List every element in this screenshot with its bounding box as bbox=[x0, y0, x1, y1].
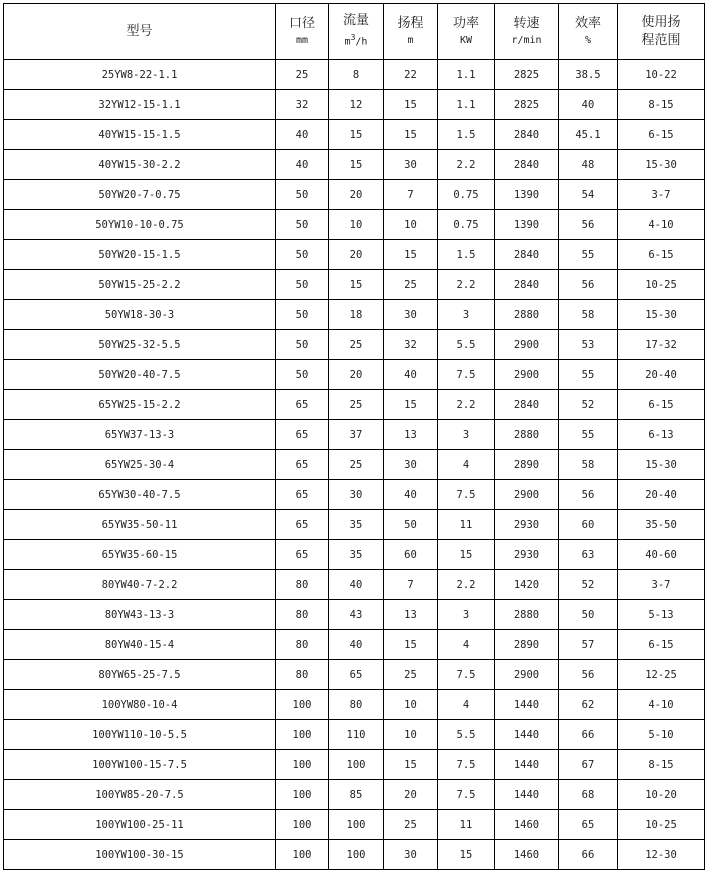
cell-head: 13 bbox=[384, 600, 438, 630]
table-row bbox=[4, 780, 705, 810]
header-range-line1: 使用扬 bbox=[641, 14, 681, 30]
cell-caliber: 100 bbox=[276, 780, 329, 810]
cell-model: 50YW25-32-5.5 bbox=[4, 330, 276, 360]
cell-flow: 30 bbox=[329, 480, 384, 510]
cell-range: 15-30 bbox=[618, 450, 705, 480]
header-speed-unit: r/min bbox=[511, 34, 542, 46]
cell-model: 50YW10-10-0.75 bbox=[4, 210, 276, 240]
cell-range: 4-10 bbox=[618, 690, 705, 720]
cell-speed: 2900 bbox=[495, 660, 559, 690]
cell-speed: 2900 bbox=[495, 360, 559, 390]
cell-speed: 2890 bbox=[495, 450, 559, 480]
table-row bbox=[4, 600, 705, 630]
header-flow-label: 流量 bbox=[342, 13, 369, 29]
cell-speed: 1420 bbox=[495, 570, 559, 600]
cell-power: 5.5 bbox=[438, 330, 495, 360]
header-model bbox=[4, 4, 276, 60]
cell-model: 100YW100-30-15 bbox=[4, 840, 276, 870]
cell-speed: 2880 bbox=[495, 600, 559, 630]
cell-model: 80YW40-15-4 bbox=[4, 630, 276, 660]
cell-model: 50YW20-40-7.5 bbox=[4, 360, 276, 390]
cell-model: 100YW85-20-7.5 bbox=[4, 780, 276, 810]
cell-power: 1.5 bbox=[438, 240, 495, 270]
cell-power: 2.2 bbox=[438, 390, 495, 420]
cell-flow: 20 bbox=[329, 180, 384, 210]
cell-power: 7.5 bbox=[438, 480, 495, 510]
cell-range: 6-15 bbox=[618, 120, 705, 150]
cell-range: 40-60 bbox=[618, 540, 705, 570]
cell-speed: 2840 bbox=[495, 390, 559, 420]
cell-head: 15 bbox=[384, 90, 438, 120]
cell-speed: 2840 bbox=[495, 150, 559, 180]
table-body bbox=[4, 60, 705, 870]
table-row bbox=[4, 300, 705, 330]
cell-range: 10-22 bbox=[618, 60, 705, 90]
header-efficiency-unit: % bbox=[584, 34, 592, 46]
cell-efficiency: 58 bbox=[559, 450, 618, 480]
cell-caliber: 100 bbox=[276, 810, 329, 840]
cell-caliber: 50 bbox=[276, 240, 329, 270]
cell-flow: 100 bbox=[329, 840, 384, 870]
cell-power: 7.5 bbox=[438, 780, 495, 810]
cell-speed: 1460 bbox=[495, 840, 559, 870]
cell-flow: 25 bbox=[329, 390, 384, 420]
cell-efficiency: 52 bbox=[559, 570, 618, 600]
cell-power: 4 bbox=[438, 630, 495, 660]
header-head bbox=[384, 4, 438, 60]
cell-range: 12-25 bbox=[618, 660, 705, 690]
table-row bbox=[4, 720, 705, 750]
table-row bbox=[4, 360, 705, 390]
cell-flow: 85 bbox=[329, 780, 384, 810]
cell-model: 50YW18-30-3 bbox=[4, 300, 276, 330]
cell-efficiency: 55 bbox=[559, 240, 618, 270]
table-row bbox=[4, 690, 705, 720]
header-caliber bbox=[276, 4, 329, 60]
cell-efficiency: 68 bbox=[559, 780, 618, 810]
header-flow bbox=[329, 4, 384, 60]
cell-efficiency: 55 bbox=[559, 420, 618, 450]
cell-efficiency: 66 bbox=[559, 840, 618, 870]
cell-flow: 10 bbox=[329, 210, 384, 240]
cell-model: 80YW40-7-2.2 bbox=[4, 570, 276, 600]
cell-head: 30 bbox=[384, 150, 438, 180]
cell-head: 30 bbox=[384, 840, 438, 870]
table-row bbox=[4, 180, 705, 210]
cell-head: 15 bbox=[384, 750, 438, 780]
table-row bbox=[4, 840, 705, 870]
cell-head: 15 bbox=[384, 390, 438, 420]
cell-efficiency: 58 bbox=[559, 300, 618, 330]
table-row bbox=[4, 660, 705, 690]
cell-head: 15 bbox=[384, 240, 438, 270]
cell-efficiency: 66 bbox=[559, 720, 618, 750]
cell-range: 6-15 bbox=[618, 630, 705, 660]
cell-range: 12-30 bbox=[618, 840, 705, 870]
cell-flow: 15 bbox=[329, 270, 384, 300]
cell-head: 7 bbox=[384, 180, 438, 210]
cell-speed: 1440 bbox=[495, 720, 559, 750]
cell-flow: 35 bbox=[329, 540, 384, 570]
header-range bbox=[618, 4, 705, 60]
cell-head: 20 bbox=[384, 780, 438, 810]
cell-head: 40 bbox=[384, 480, 438, 510]
cell-head: 22 bbox=[384, 60, 438, 90]
cell-power: 2.2 bbox=[438, 570, 495, 600]
cell-head: 25 bbox=[384, 660, 438, 690]
cell-flow: 65 bbox=[329, 660, 384, 690]
cell-head: 25 bbox=[384, 270, 438, 300]
cell-flow: 12 bbox=[329, 90, 384, 120]
cell-power: 1.5 bbox=[438, 120, 495, 150]
cell-caliber: 80 bbox=[276, 660, 329, 690]
cell-flow: 15 bbox=[329, 150, 384, 180]
table-row bbox=[4, 510, 705, 540]
cell-range: 3-7 bbox=[618, 570, 705, 600]
cell-efficiency: 60 bbox=[559, 510, 618, 540]
cell-caliber: 100 bbox=[276, 690, 329, 720]
cell-range: 35-50 bbox=[618, 510, 705, 540]
cell-power: 3 bbox=[438, 600, 495, 630]
table-row bbox=[4, 90, 705, 120]
cell-efficiency: 55 bbox=[559, 360, 618, 390]
table-row bbox=[4, 810, 705, 840]
cell-speed: 2930 bbox=[495, 540, 559, 570]
header-power-unit: KW bbox=[459, 34, 473, 46]
cell-caliber: 65 bbox=[276, 390, 329, 420]
cell-efficiency: 56 bbox=[559, 660, 618, 690]
header-head-label: 扬程 bbox=[397, 15, 424, 31]
table-row bbox=[4, 270, 705, 300]
cell-caliber: 50 bbox=[276, 360, 329, 390]
cell-efficiency: 50 bbox=[559, 600, 618, 630]
table-row bbox=[4, 570, 705, 600]
table-row bbox=[4, 420, 705, 450]
cell-range: 10-20 bbox=[618, 780, 705, 810]
table-row bbox=[4, 330, 705, 360]
cell-range: 5-13 bbox=[618, 600, 705, 630]
cell-head: 10 bbox=[384, 690, 438, 720]
cell-caliber: 50 bbox=[276, 330, 329, 360]
cell-range: 5-10 bbox=[618, 720, 705, 750]
cell-caliber: 100 bbox=[276, 750, 329, 780]
cell-caliber: 100 bbox=[276, 840, 329, 870]
cell-range: 20-40 bbox=[618, 360, 705, 390]
cell-head: 7 bbox=[384, 570, 438, 600]
cell-power: 7.5 bbox=[438, 750, 495, 780]
header-caliber-label: 口径 bbox=[288, 15, 315, 31]
cell-range: 15-30 bbox=[618, 150, 705, 180]
cell-speed: 1440 bbox=[495, 780, 559, 810]
cell-head: 15 bbox=[384, 120, 438, 150]
cell-power: 3 bbox=[438, 420, 495, 450]
cell-caliber: 25 bbox=[276, 60, 329, 90]
cell-power: 5.5 bbox=[438, 720, 495, 750]
table-row bbox=[4, 480, 705, 510]
cell-efficiency: 53 bbox=[559, 330, 618, 360]
cell-speed: 1460 bbox=[495, 810, 559, 840]
cell-flow: 110 bbox=[329, 720, 384, 750]
cell-range: 10-25 bbox=[618, 270, 705, 300]
cell-model: 50YW20-15-1.5 bbox=[4, 240, 276, 270]
header-efficiency-label: 效率 bbox=[574, 15, 601, 31]
header-flow-unit: $m^3/h$ bbox=[344, 33, 368, 48]
cell-model: 65YW25-30-4 bbox=[4, 450, 276, 480]
cell-head: 15 bbox=[384, 630, 438, 660]
cell-power: 7.5 bbox=[438, 360, 495, 390]
cell-power: 4 bbox=[438, 690, 495, 720]
cell-speed: 1440 bbox=[495, 690, 559, 720]
table-row bbox=[4, 630, 705, 660]
cell-power: 2.2 bbox=[438, 150, 495, 180]
cell-power: 7.5 bbox=[438, 660, 495, 690]
header-speed-label: 转速 bbox=[513, 15, 540, 31]
cell-head: 50 bbox=[384, 510, 438, 540]
cell-range: 3-7 bbox=[618, 180, 705, 210]
cell-efficiency: 48 bbox=[559, 150, 618, 180]
cell-efficiency: 56 bbox=[559, 270, 618, 300]
cell-speed: 2840 bbox=[495, 240, 559, 270]
cell-efficiency: 54 bbox=[559, 180, 618, 210]
cell-caliber: 40 bbox=[276, 150, 329, 180]
cell-flow: 25 bbox=[329, 450, 384, 480]
cell-model: 100YW80-10-4 bbox=[4, 690, 276, 720]
cell-speed: 2825 bbox=[495, 60, 559, 90]
cell-head: 10 bbox=[384, 720, 438, 750]
cell-range: 6-15 bbox=[618, 390, 705, 420]
cell-model: 50YW15-25-2.2 bbox=[4, 270, 276, 300]
cell-flow: 15 bbox=[329, 120, 384, 150]
cell-caliber: 50 bbox=[276, 210, 329, 240]
cell-flow: 100 bbox=[329, 810, 384, 840]
cell-head: 13 bbox=[384, 420, 438, 450]
cell-efficiency: 38.5 bbox=[559, 60, 618, 90]
cell-efficiency: 65 bbox=[559, 810, 618, 840]
cell-efficiency: 56 bbox=[559, 480, 618, 510]
cell-speed: 2930 bbox=[495, 510, 559, 540]
table-row bbox=[4, 150, 705, 180]
cell-model: 65YW37-13-3 bbox=[4, 420, 276, 450]
cell-model: 100YW100-15-7.5 bbox=[4, 750, 276, 780]
cell-range: 6-13 bbox=[618, 420, 705, 450]
cell-power: 11 bbox=[438, 510, 495, 540]
cell-caliber: 80 bbox=[276, 600, 329, 630]
cell-power: 4 bbox=[438, 450, 495, 480]
cell-efficiency: 40 bbox=[559, 90, 618, 120]
cell-range: 15-30 bbox=[618, 300, 705, 330]
cell-power: 15 bbox=[438, 840, 495, 870]
cell-model: 100YW110-10-5.5 bbox=[4, 720, 276, 750]
cell-caliber: 32 bbox=[276, 90, 329, 120]
table-header-row bbox=[4, 4, 705, 60]
header-caliber-unit: mm bbox=[295, 34, 309, 46]
cell-range: 6-15 bbox=[618, 240, 705, 270]
pump-spec-table bbox=[3, 3, 705, 870]
cell-speed: 2900 bbox=[495, 480, 559, 510]
cell-power: 0.75 bbox=[438, 210, 495, 240]
cell-efficiency: 56 bbox=[559, 210, 618, 240]
cell-caliber: 65 bbox=[276, 480, 329, 510]
cell-power: 1.1 bbox=[438, 60, 495, 90]
table-row bbox=[4, 60, 705, 90]
cell-flow: 20 bbox=[329, 360, 384, 390]
cell-caliber: 65 bbox=[276, 420, 329, 450]
cell-model: 100YW100-25-11 bbox=[4, 810, 276, 840]
cell-model: 80YW65-25-7.5 bbox=[4, 660, 276, 690]
table-row bbox=[4, 750, 705, 780]
cell-flow: 80 bbox=[329, 690, 384, 720]
cell-model: 65YW25-15-2.2 bbox=[4, 390, 276, 420]
cell-range: 17-32 bbox=[618, 330, 705, 360]
cell-flow: 37 bbox=[329, 420, 384, 450]
cell-efficiency: 52 bbox=[559, 390, 618, 420]
cell-efficiency: 67 bbox=[559, 750, 618, 780]
cell-caliber: 80 bbox=[276, 570, 329, 600]
cell-speed: 1390 bbox=[495, 210, 559, 240]
cell-caliber: 50 bbox=[276, 270, 329, 300]
cell-speed: 2825 bbox=[495, 90, 559, 120]
cell-flow: 8 bbox=[329, 60, 384, 90]
cell-power: 0.75 bbox=[438, 180, 495, 210]
header-range-line2: 程范围 bbox=[641, 32, 681, 48]
cell-range: 4-10 bbox=[618, 210, 705, 240]
header-efficiency bbox=[559, 4, 618, 60]
cell-flow: 40 bbox=[329, 570, 384, 600]
cell-model: 65YW35-50-11 bbox=[4, 510, 276, 540]
header-power-label: 功率 bbox=[452, 15, 479, 31]
table-row bbox=[4, 450, 705, 480]
cell-model: 40YW15-30-2.2 bbox=[4, 150, 276, 180]
header-model-label: 型号 bbox=[126, 23, 153, 39]
cell-model: 65YW35-60-15 bbox=[4, 540, 276, 570]
cell-head: 10 bbox=[384, 210, 438, 240]
cell-power: 15 bbox=[438, 540, 495, 570]
cell-speed: 1390 bbox=[495, 180, 559, 210]
cell-model: 25YW8-22-1.1 bbox=[4, 60, 276, 90]
cell-flow: 18 bbox=[329, 300, 384, 330]
cell-range: 8-15 bbox=[618, 90, 705, 120]
cell-flow: 25 bbox=[329, 330, 384, 360]
cell-efficiency: 57 bbox=[559, 630, 618, 660]
cell-speed: 2890 bbox=[495, 630, 559, 660]
table-row bbox=[4, 240, 705, 270]
cell-speed: 2880 bbox=[495, 300, 559, 330]
cell-range: 8-15 bbox=[618, 750, 705, 780]
cell-caliber: 50 bbox=[276, 300, 329, 330]
cell-flow: 43 bbox=[329, 600, 384, 630]
table-row bbox=[4, 210, 705, 240]
cell-caliber: 65 bbox=[276, 540, 329, 570]
cell-power: 2.2 bbox=[438, 270, 495, 300]
cell-flow: 40 bbox=[329, 630, 384, 660]
cell-efficiency: 63 bbox=[559, 540, 618, 570]
cell-caliber: 80 bbox=[276, 630, 329, 660]
cell-caliber: 100 bbox=[276, 720, 329, 750]
cell-efficiency: 45.1 bbox=[559, 120, 618, 150]
cell-model: 32YW12-15-1.1 bbox=[4, 90, 276, 120]
cell-power: 3 bbox=[438, 300, 495, 330]
header-speed bbox=[495, 4, 559, 60]
cell-head: 30 bbox=[384, 300, 438, 330]
cell-range: 20-40 bbox=[618, 480, 705, 510]
cell-efficiency: 62 bbox=[559, 690, 618, 720]
table-row bbox=[4, 390, 705, 420]
cell-speed: 2880 bbox=[495, 420, 559, 450]
cell-power: 11 bbox=[438, 810, 495, 840]
cell-speed: 2900 bbox=[495, 330, 559, 360]
header-power bbox=[438, 4, 495, 60]
cell-head: 30 bbox=[384, 450, 438, 480]
table-row bbox=[4, 540, 705, 570]
table-row bbox=[4, 120, 705, 150]
cell-caliber: 65 bbox=[276, 510, 329, 540]
cell-head: 25 bbox=[384, 810, 438, 840]
cell-flow: 20 bbox=[329, 240, 384, 270]
cell-head: 40 bbox=[384, 360, 438, 390]
cell-head: 32 bbox=[384, 330, 438, 360]
cell-model: 40YW15-15-1.5 bbox=[4, 120, 276, 150]
cell-head: 60 bbox=[384, 540, 438, 570]
cell-range: 10-25 bbox=[618, 810, 705, 840]
cell-speed: 2840 bbox=[495, 120, 559, 150]
header-head-unit: m bbox=[407, 34, 414, 46]
cell-flow: 35 bbox=[329, 510, 384, 540]
cell-caliber: 65 bbox=[276, 450, 329, 480]
cell-model: 65YW30-40-7.5 bbox=[4, 480, 276, 510]
cell-flow: 100 bbox=[329, 750, 384, 780]
cell-model: 80YW43-13-3 bbox=[4, 600, 276, 630]
cell-caliber: 50 bbox=[276, 180, 329, 210]
cell-power: 1.1 bbox=[438, 90, 495, 120]
cell-caliber: 40 bbox=[276, 120, 329, 150]
cell-speed: 2840 bbox=[495, 270, 559, 300]
cell-model: 50YW20-7-0.75 bbox=[4, 180, 276, 210]
cell-speed: 1440 bbox=[495, 750, 559, 780]
